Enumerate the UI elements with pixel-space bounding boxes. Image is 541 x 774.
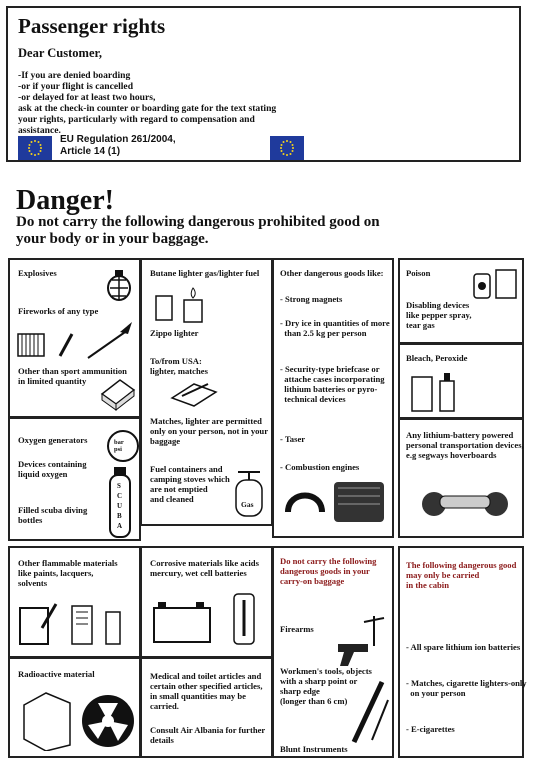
battery-icon: [150, 592, 270, 648]
lighter-icon: [152, 286, 208, 324]
label-fuel-containers: Fuel containers and camping stoves which are not emptied and cleaned: [150, 464, 230, 504]
label-lithium-devices: Any lithium-battery powered personal transportation devices, e.g segways hoverboards: [406, 430, 524, 460]
label-disabling: Disabling devices like pepper spray, tear gas: [406, 300, 472, 330]
label-medical: Medical and toilet articles and certain other specified articles, in small quantities may be carried.: [150, 671, 263, 711]
label-combustion: - Combustion engines: [280, 462, 360, 472]
label-zippo: Zippo lighter: [150, 328, 199, 338]
label-other-dangerous: Other dangerous goods like:: [280, 268, 384, 278]
fireworks-icon: [16, 320, 140, 362]
firearm-icon: [334, 614, 390, 668]
label-fireworks: Fireworks of any type: [18, 306, 99, 316]
panel-corrosive: [140, 546, 273, 658]
label-usa: To/from USA: lighter, matches: [150, 356, 208, 376]
label-cabin: The following dangerous good may only be carried in the cabin: [406, 560, 517, 590]
panel-bleach: [398, 343, 524, 419]
label-ecigarettes: - E-cigarettes: [406, 724, 455, 734]
panel-other-dangerous: [272, 258, 394, 538]
grenade-icon: [102, 266, 136, 302]
danger-title: Danger!: [16, 185, 114, 216]
panel-medical: [140, 657, 273, 758]
label-carryon: Do not carry the following dangerous goods in your carry-on baggage: [280, 556, 377, 586]
notice-greeting: Dear Customer,: [18, 46, 103, 60]
panel-carryon: [272, 546, 394, 758]
regulation-text: EU Regulation 261/2004, Article 14 (1): [60, 134, 176, 157]
label-gas: Gas: [241, 500, 254, 509]
poison-bottle-icon: [470, 266, 520, 300]
label-spare-batteries: - All spare lithium ion batteries: [406, 642, 521, 652]
label-matches-cabin: - Matches, cigarette lighters-only on your person: [406, 678, 527, 698]
label-flammable: Other flammable materials like paints, lacquers, solvents: [18, 558, 118, 588]
notice-title: Passenger rights: [18, 14, 166, 38]
label-magnets: - Strong magnets: [280, 294, 343, 304]
eu-flag-icon: [270, 136, 304, 160]
label-firearms: Firearms: [280, 624, 314, 634]
label-bleach: Bleach, Peroxide: [406, 353, 468, 363]
label-blunt: Blunt Instruments: [280, 744, 348, 754]
label-liquid-oxygen: Devices containing liquid oxygen: [18, 459, 87, 479]
label-corrosive: Corrosive materials like acids mercury, wet cell batteries: [150, 558, 259, 578]
panel-flammable: [8, 546, 141, 658]
eu-flag-icon: [18, 136, 52, 160]
label-consult: Consult Air Albania for further details: [150, 725, 266, 745]
label-scuba: Filled scuba diving bottles: [18, 505, 88, 525]
label-taser: - Taser: [280, 434, 306, 444]
danger-subtitle: Do not carry the following dangerous prohibited good on your body or in your baggage.: [16, 214, 380, 247]
label-dry-ice: - Dry ice in quantities of more than 2.5 kg per person: [280, 318, 390, 338]
label-butane: Butane lighter gas/lighter fuel: [150, 268, 260, 278]
label-ammunition: Other than sport ammunition in limited quantity: [18, 366, 127, 386]
panel-oxygen: [8, 417, 141, 541]
panel-cabin: [398, 546, 527, 758]
panel-radioactive: [8, 657, 141, 758]
label-poison: Poison: [406, 268, 431, 278]
label-explosives: Explosives: [18, 268, 57, 278]
label-matches-permitted: Matches, lighter are permitted only on your person, not in your baggage: [150, 416, 269, 446]
matches-icon: [168, 378, 220, 412]
ammunition-box-icon: [98, 372, 136, 412]
label-radioactive: Radioactive material: [18, 669, 95, 679]
panel-poison: [398, 258, 524, 344]
notice-body: -If you are denied boarding -or if your flight is cancelled -or delayed for at least two hours, ask at the check-in counter or boarding gate for the text stating your rights, particularly with regard to compensation and assistance.: [18, 70, 277, 136]
panel-explosives: [8, 258, 141, 418]
panel-lithium: [398, 418, 524, 538]
radioactive-icon: [20, 689, 136, 751]
engine-magnet-icon: [280, 474, 390, 532]
paint-can-icon: [16, 598, 136, 648]
label-oxygen: Oxygen generators: [18, 435, 88, 445]
hoverboard-icon: [420, 484, 510, 520]
label-workmen-tools: Workmen's tools, objects with a sharp point or sharp edge (longer than 6 cm): [280, 666, 372, 706]
bleach-icon: [408, 367, 462, 415]
label-briefcase: - Security-type briefcase or attache cases incorporating lithium batteries or pyro- technical devices: [280, 364, 385, 404]
tools-icon: [348, 674, 392, 744]
label-bar-psi: bar psi: [114, 439, 124, 453]
panel-butane: [140, 258, 273, 526]
gas-canister-icon: [232, 464, 266, 520]
label-scuba-letters: SCUBA: [117, 482, 123, 530]
